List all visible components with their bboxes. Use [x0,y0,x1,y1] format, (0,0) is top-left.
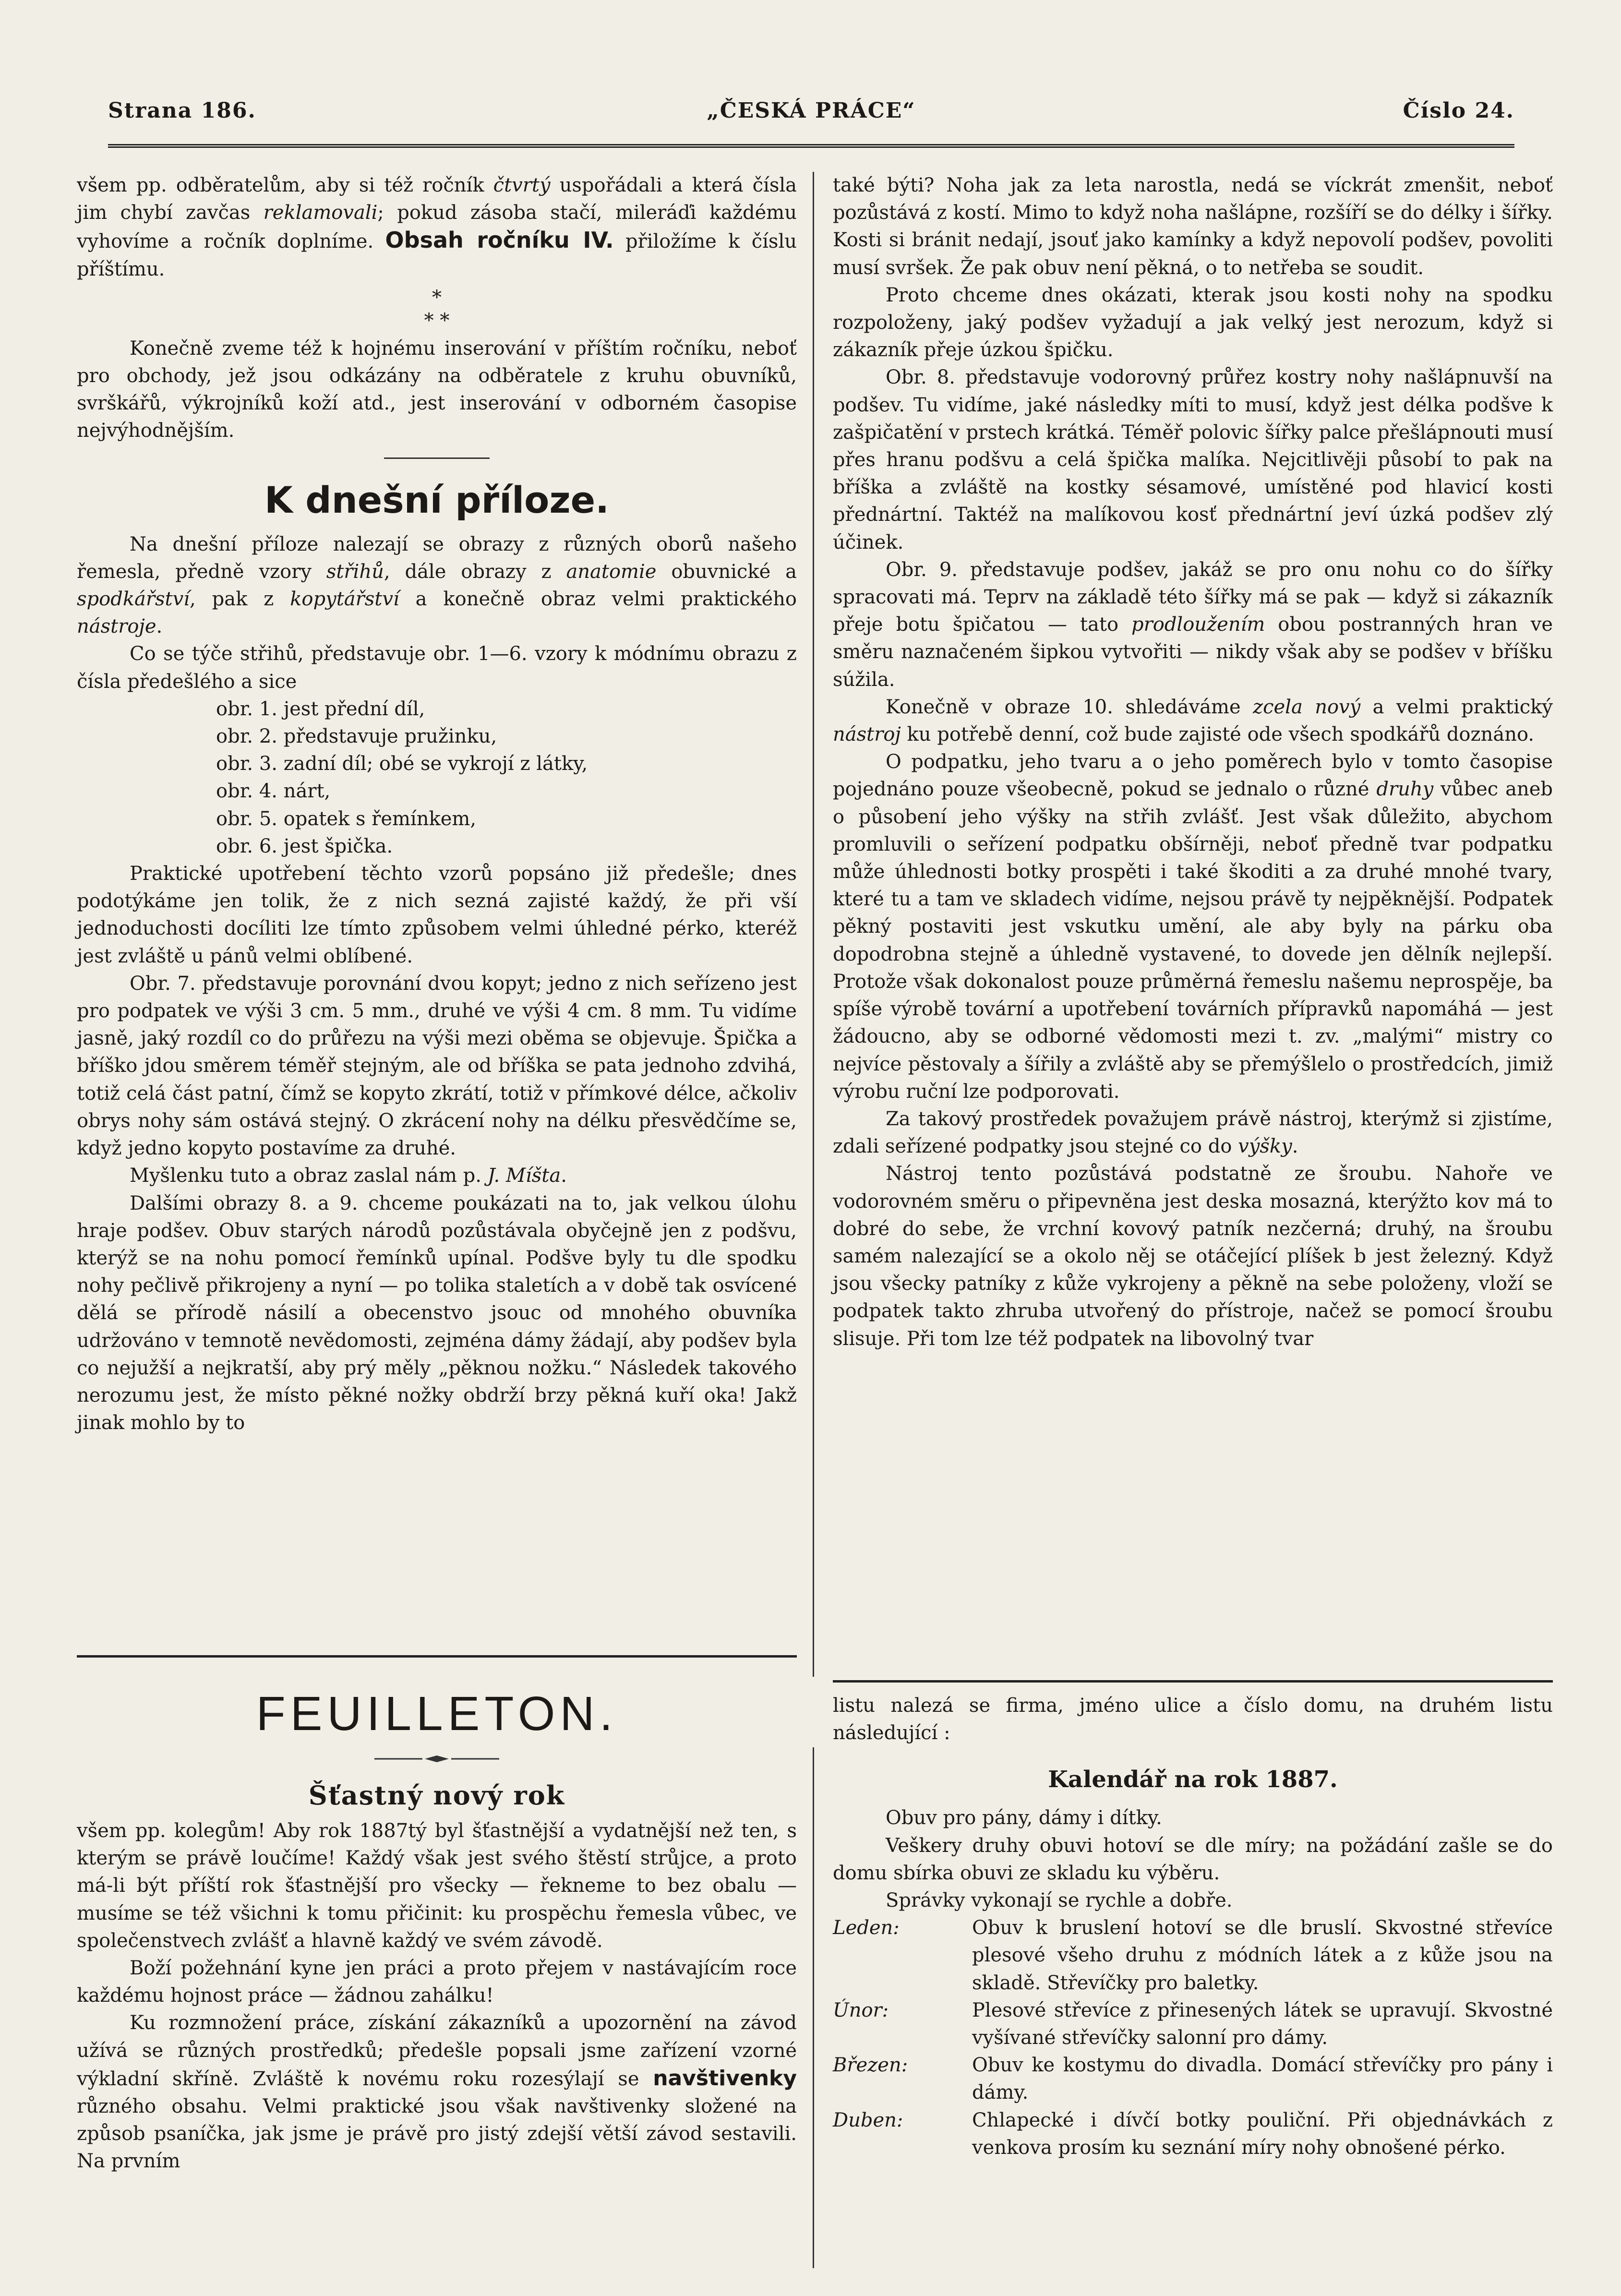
column-divider-top [813,172,814,1677]
supplement-heading: K dnešní příloze. [264,478,610,521]
page-number: Strana 186. [108,98,256,123]
feuilleton-column [77,1776,797,2285]
header-rule [108,144,1514,148]
list-item: obr. 1. jest přední díl, [216,697,425,720]
right-column-top [833,172,1553,1677]
figure9-paragraph: Obr. 9. představuje podšev, jakáž se pro onu nohu co do šířky spracovati má. Teprv na základě této šířky má se pak — když si zákazník přeje botu špičatou — tato prodloužením obou postranných hran ve směru naznačeném šipkou vytvořiti — nikdy však aby se podšev v bříšku súžila. [833,558,1553,691]
separator-stars: * * * [424,286,450,332]
subscribers-paragraph: všem pp. odběratelům, aby si též ročník čtvrtý uspořádali a která čísla jim chybí zavčas reklamovali; pokud zásoba stačí, mileráďi každému vyhovíme a ročník doplníme. Obsah ročníku IV. přiložíme k číslu příštímu. [77,174,797,280]
supplement-intro: Na dnešní příloze nalezají se obrazy z různých oborů našeho řemesla, předně vzory střihů, dále obrazy z anatomie obuvnické a spodkářství, pak z kopytářství a konečně obraz velmi praktického nástroje. [77,533,797,638]
calendar-line: Správky vykonají se rychle a dobře. [886,1889,1233,1912]
publication-title: „ČESKÁ PRÁCE“ [707,98,916,123]
screw-paragraph: Nástroj tento pozůstává podstatně ze šroubu. Nahoře ve vodorovném směru o připevněna jest deska mosazná, kterýžto kov má to dobré do sebe, že vrchní kovový patník nezčerná; druhý, na šroubu samém nalezající se a okolo něj se otáčející plíšek b jest železný. Když jsou všecky patníky z kůže vykrojeny a pěkně na sebe položeny, vloží se podpatek takto zhruba utvořený do přístroje, načež se pomocí šroubu slisuje. Při tom lze též podpatek na libovolný tvar [833,1163,1553,1350]
list-item: obr. 3. zadní díl; obé se vykrojí z látky, [216,753,588,775]
figures8-9-paragraph: Dalšími obrazy 8. a 9. chceme poukázati na to, jak velkou úlohu hraje podšev. Obuv starých národů pozůstávala obyčejně jen z podšvu, kterýž se na nohu pomocí řemínků upínal. Podšve byly tu dle spodku nohy pečlivě přikrojeny a nyní — po tolika staletích a v době tak osvícené dělá se přírodě násilí a obecenstvo jsouc od mnohého obuvníka udržováno v temnotě nevědomosti, zejména dámy žádají, aby podšev byla co nejužší a nejkratší, aby prý měly „pěknou nožku.“ Následek takového nerozumu jest, že místo pěkné nožky obdrží brzy pěkná kuří oka! Jakž jinak mohlo by to [77,1192,797,1434]
month-text: Chlapecké i dívčí botky pouliční. Při objednávkách z venkova prosím ku seznání míry nohy obnošené pérko. [972,2109,1553,2159]
figure8-paragraph: Obr. 8. představuje vodorovný průřez kostry nohy našlápnuvší na podšev. Tu vidíme, jaké následky míti to musí, když jest délka podšve k zašpičatění v prstech krátká. Téměř polovic šířky palce přešlápnouti musí přes hranu podšvu a celá špička malíka. Nejcitlivěji působí to pak na bříška a zvláště na kostky sésamové, umístěné pod hlavicí kosti přednártní. Taktéž na malíkovou kosť přednártní jeví úzká podšev zlý účinek. [833,366,1553,553]
cards-paragraph: Ku rozmnožení práce, získání zákazníků a upozornění na závod užívá se různých prostředků; předešle popsali jsme zařízení vzorné výkladní skříně. Zvláště k novému roku rozesýlají se navštivenky různého obsahu. Velmi praktické jsou však navštivenky složené na způsob psaníčka, jak jsme je právě pro jistý zdejší větší závod sestavili. Na prvním [77,2012,797,2173]
blessing-paragraph: Boží požehnání kyne jen práci a proto přejem v nastávajícím roce každému hojnost práce — žádnou zahálku! [77,1957,797,2007]
column-divider-bottom [813,1747,814,2268]
month-text: Plesové střevíce z přinesených látek se upravují. Skvostné vyšívané střevíčky salonní pro dámy. [972,1999,1553,2049]
calendar-line: Obuv pro pány, dámy i dítky. [886,1807,1162,1829]
calendar-column [833,1692,1553,2287]
practical-use-paragraph: Praktické upotřebení těchto vzorů popsáno již předešle; dnes podotýkáme jen tolik, že z nich sezná zajisté každý, že při vší jednoduchosti docíliti lze tímto způsobem velmi úhledné pérko, kteréž jest zvláště u pánů velmi oblíbené. [77,863,797,967]
calendar-line: Veškery druhy obuvi hotoví se dle míry; na požádání zašle se do domu sbírka obuvi ze skladu ku výběru. [833,1834,1553,1884]
list-item: obr. 6. jest špička. [216,835,393,857]
list-item: obr. 4. nárt, [216,780,331,803]
feuilleton-title: FEUILLETON. [256,1687,618,1741]
left-column-top [77,172,797,1742]
month-name: Březen: [833,2054,908,2077]
card-intro: listu nalezá se firma, jméno ulice a číslo domu, na druhém listu následující : [833,1695,1553,1744]
issue-number: Číslo 24. [1403,98,1514,123]
feuilleton-subtitle: Šťastný nový rok [308,1780,565,1811]
month-name: Duben: [833,2109,903,2131]
section-rule [384,457,490,459]
figure7-paragraph: Obr. 7. představuje porovnání dvou kopyt; jedno z nich seřízeno jest pro podpatek ve výši 3 cm. 5 mm., druhé ve výši 4 cm. 8 mm. Tu vidíme jasně, jaký rozdíl co do průřezu na výši mezi oběma se objevuje. Špička a bříško jdou směrem téměř stejným, ale od bříška se patа jednoho zdvihá, totiž celá část patní, čímž se kopyto zkrátí, totiž v přímkové délce, ačkoliv obrys nohy sám ostává stejný. O zkrácení nohy na délku přesvědčíme se, když jedno kopyto postavíme za druhé. [77,972,797,1160]
calendar-title: Kalendář na rok 1887. [1048,1766,1338,1793]
month-list [833,1914,1553,2162]
figure10-paragraph: Konečně v obraze 10. shledáváme zcela nový a velmi praktický nástroj ku potřebě denní, což bude zajisté ode všech spodkářů doznáno. [833,696,1553,746]
month-text: Obuv ke kostymu do divadla. Domácí střevíčky pro pány i dámy. [972,2054,1553,2104]
ornament-divider [374,1754,499,1764]
page-header [108,98,1514,132]
month-text: Obuv k bruslení hotoví se dle bruslí. Skvostné střevíce plesové všeho druhu z módních látek a z kůže jsou na skladě. Střevíčky pro baletky. [972,1917,1553,1994]
bones-paragraph: Proto chceme dnes okázati, kterak jsou kosti nohy na spodku rozpoloženy, jaký podšev vyžadují a jak velký jest nerozum, když si zákazník přeje úzkou špičku. [833,284,1553,361]
month-name: Únor: [833,1999,889,2021]
greeting-paragraph: všem pp. kolegům! Aby rok 1887tý byl šťastnější a vydatnější než ten, s kterým se právě loučíme! Každý však jest svého štěstí strůjce, a proto má-li být příští rok šťastnější pro všecky — řekneme to bez obalu — musíme se též všichni k tomu přičinit: ku prospěchu řemesla vůbec, ve společenstvech zvlášť a hlavně každý ve svém závodě. [77,1820,797,1952]
right-section-rule [833,1680,1553,1683]
heel-paragraph: O podpatku, jeho tvaru a o jeho poměrech bylo v tomto časopise pojednáno pouze všeobecně, pokud se jednalo o různé druhy vůbec aneb o působení jeho výšky na střih zvlášť. Jest však důležito, abychom promluvili o seřízení podpatku obšírněji, neboť předně tvar podpatku může úhlednosti botky prospěti i také škoditi a za druhé mnohé tvary, které tu a tam ve skladech vidíme, nejsou právě ty nejpěknější. Podpatek pěkný postaviti jest vskutku umění, ale aby byly na párku oba dopodrobna stejně a úhledně vystavené, to dovede jen dělník nejlepší. Protože však dokonalost pouze průměrná řemeslu našemu neprospěje, ba spíše výrobě tovární a upotřebení továrních přípravků napomáhá — jest žádoucno, aby se odborné vědomosti mezi t. zv. „malými“ mistry co nejvíce pěstovaly a šířily a zvláště aby se přemýšlelo o prostředcích, jimiž výrobu ruční lze podporovati. [833,751,1553,1103]
advertising-paragraph: Konečně zveme též k hojnému inserování v příštím ročníku, neboť pro obchody, jež jsou odkázány na odběratele z kruhu obuvníků, svrškářů, výkrojníků koží atd., jest inserování v odborném časopise nejvýhodnějším. [77,337,797,442]
list-item: obr. 2. představuje pružinku, [216,725,497,748]
feuilleton-rule [77,1655,797,1658]
credit-paragraph: Myšlenku tuto a obraz zaslal nám p. J. Míšta. [130,1165,567,1187]
tool-paragraph: Za takový prostředek považujem právě nástroj, kterýmž si zjistíme, zdali seřízené podpatky jsou stejné co do výšky. [833,1107,1553,1158]
contents-note: Obsah ročníku IV. [385,227,614,253]
month-name: Leden: [833,1917,900,1939]
continuation-paragraph: také býti? Noha jak za leta narostla, nedá se víckrát zmenšit, neboť pozůstává z kostí. Mimo to když noha našlápne, rozšíří se do délky i šířky. Kosti si bránit nedají, jsouť jako kamínky a když nepovolí podšev, povoliti musí svršek. Že pak obuv není pěkná, o to netřeba se soudit. [833,174,1553,279]
list-item: obr. 5. opatek s řemínkem, [216,807,477,830]
patterns-paragraph: Co se týče střihů, představuje obr. 1—6. vzory k módnímu obrazu z čísla předešlého a sice [77,643,797,693]
figure-list [77,696,797,860]
